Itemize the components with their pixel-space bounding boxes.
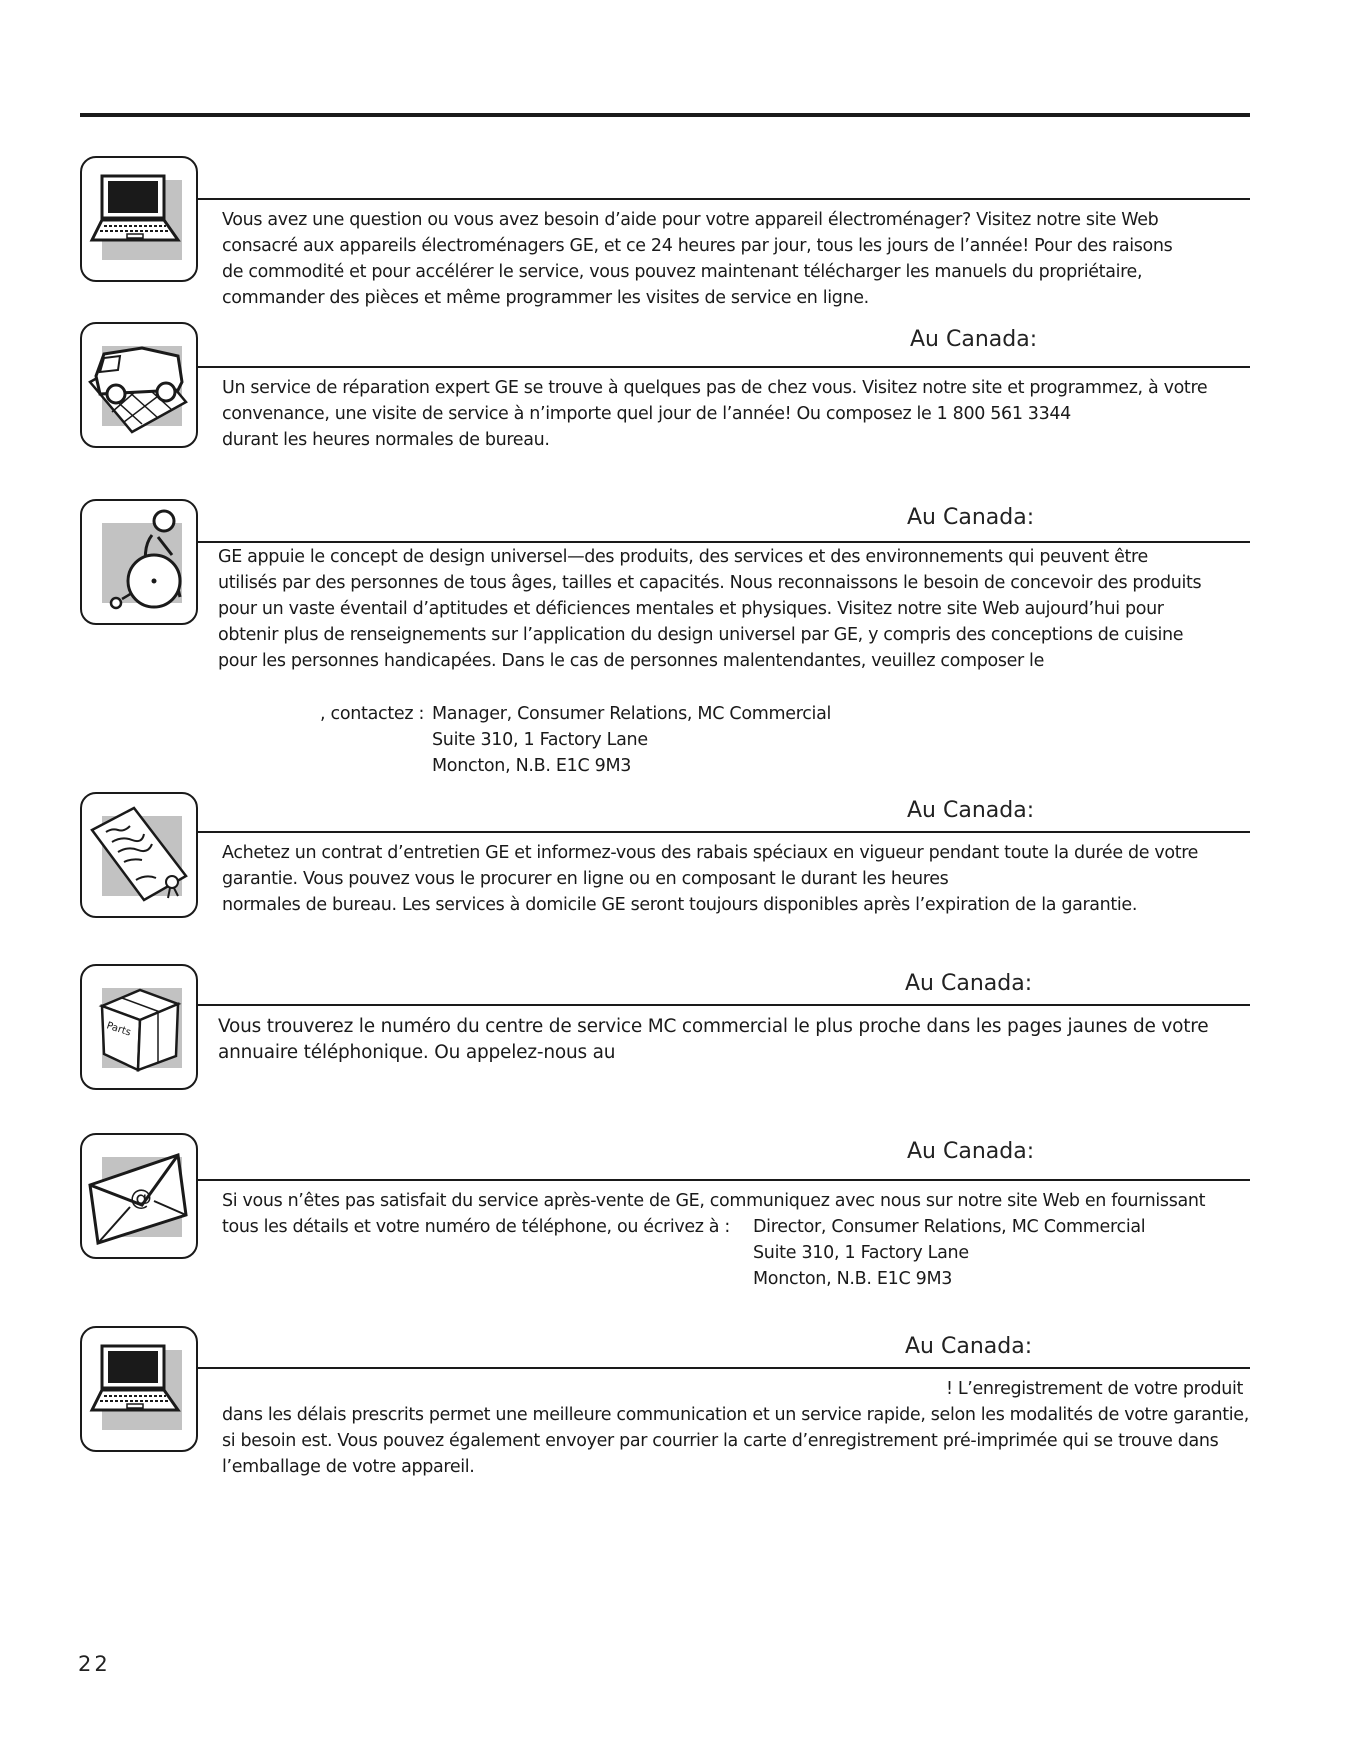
svg-text:Parts: Parts [105,1020,133,1039]
canada-label: Au Canada: [905,971,1033,996]
section-body: Vous avez une question ou vous avez besoin d’aide pour votre appareil électroménager? Visitez notre site Web consacré aux appareils électroménagers GE, et ce 24 heures par jour, tous les jours de l’année! Pour des raisons de commodité et pour accélérer le service, vous pouvez maintenant télécharger les manuels du propriétaire, commander des pièces et même programmer les visites de service en ligne. [222,210,1173,308]
section-rule [198,198,1250,200]
canada-label: Au Canada: [907,505,1035,530]
top-rule [80,113,1250,117]
section-body: GE appuie le concept de design universel—des produits, des services et des environnements qui peuvent être utilisés par des personnes de tous âges, tailles et capacités. Nous reconnaissons le besoin de concevoir des produits pour un vaste éventail d’aptitudes et déficiences mentales et physiques. Visitez notre site Web aujourd’hui pour obtenir plus de renseignements sur l’application du design universel par GE, y compris des conceptions de cuisine pour les personnes handicapées. Dans le cas de personnes malentendantes, veuillez composer le [218,547,1202,671]
canada-label: Au Canada: [907,1139,1035,1164]
canada-label: Au Canada: [910,327,1038,352]
section-body: Un service de réparation expert GE se trouve à quelques pas de chez vous. Visitez notre site et programmez, à votre convenance, une visite de service à n’importe quel jour de l’année! Ou composez le 1 800 561 3344 durant les heures normales de bureau. [222,378,1208,450]
section-rule [198,541,1250,543]
section-body: dans les délais prescrits permet une meilleure communication et un service rapide, selon les modalités de votre garantie, si besoin est. Vous pouvez également envoyer par courrier la carte d’enregistrement pré-imprimée qui se trouve dans l’emballage de votre appareil. [222,1405,1249,1477]
section-rule [198,366,1250,368]
parts-box-icon [80,964,198,1090]
contract-document-icon [80,792,198,918]
service-van-icon [80,322,198,448]
mailing-address: Director, Consumer Relations, MC Commercial Suite 310, 1 Factory Lane Moncton, N.B. E1C 9M3 [753,1217,1146,1289]
email-envelope-icon [80,1133,198,1259]
section-rule [198,831,1250,833]
svg-text:@: @ [130,1186,152,1211]
section-lead: ! L’enregistrement de votre produit [946,1379,1243,1399]
section-body: Si vous n’êtes pas satisfait du service après-vente de GE, communiquez avec nous sur notre site Web en fournissant tous les détails et votre numéro de téléphone, ou écrivez à : [222,1191,1206,1237]
contact-label: , contactez : [320,704,425,724]
canada-label: Au Canada: [905,1334,1033,1359]
section-body: Vous trouverez le numéro du centre de service MC commercial le plus proche dans les pages jaunes de votre annuaire téléphonique. Ou appelez-nous au [218,1016,1209,1063]
laptop-icon [80,156,198,282]
canada-label: Au Canada: [907,798,1035,823]
laptop-icon [80,1326,198,1452]
page-number: 22 [78,1652,111,1676]
section-rule [198,1367,1250,1369]
section-body: Achetez un contrat d’entretien GE et informez-vous des rabais spéciaux en vigueur pendant toute la durée de votre garantie. Vous pouvez vous le procurer en ligne ou en composant le durant les heures normales de bureau. Les services à domicile GE seront toujours disponibles après l’expiration de la garantie. [222,843,1199,915]
wheelchair-icon [80,499,198,625]
section-rule [198,1004,1250,1006]
mailing-address: Manager, Consumer Relations, MC Commercial Suite 310, 1 Factory Lane Moncton, N.B. E1C 9M3 [432,704,832,776]
section-rule [198,1179,1250,1181]
